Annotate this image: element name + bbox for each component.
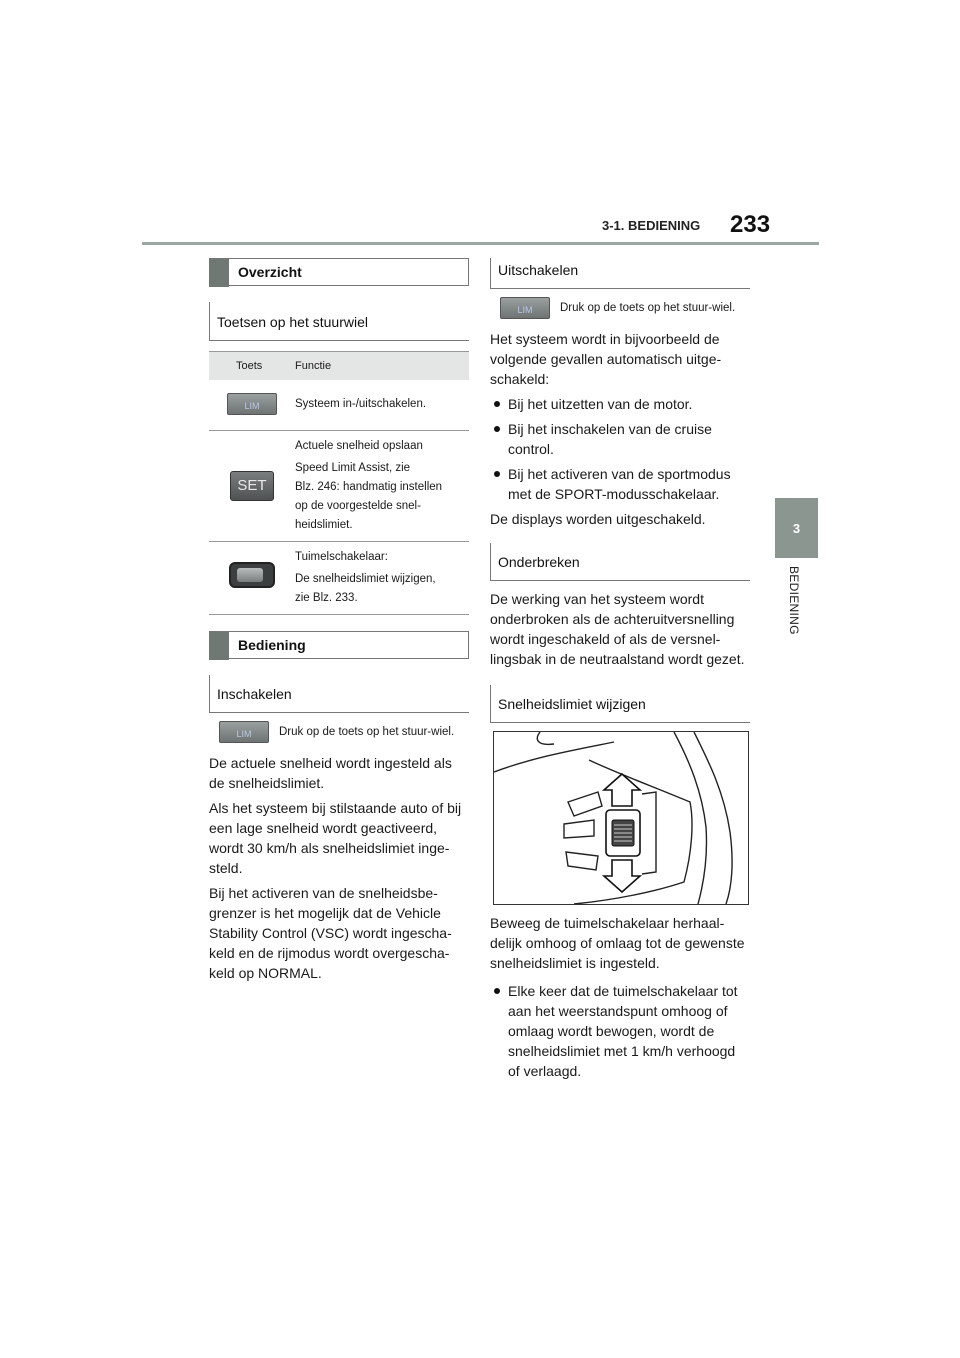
column-header-toets: Toets: [209, 352, 295, 380]
function-text: Tuimelschakelaar:: [295, 551, 388, 563]
function-text: zie Blz. 233.: [295, 592, 358, 604]
paragraph: De displays worden uitgeschakeld.: [490, 511, 706, 527]
function-text: De snelheidslimiet wijzigen,: [295, 573, 436, 585]
list-item: Bij het uitzetten van de motor.: [490, 394, 750, 414]
function-text: Actuele snelheid opslaan: [295, 440, 423, 452]
steering-wheel-illustration: [494, 732, 748, 904]
paragraph: De actuele snelheid wordt ingesteld als de snelheidslimiet.: [209, 755, 452, 791]
subheading-snelheidslimiet-wijzigen: Snelheidslimiet wijzigen: [490, 685, 750, 723]
heading-marker: [209, 632, 229, 660]
page-number: 233: [730, 211, 771, 238]
table-row: [209, 380, 469, 431]
table-row: [209, 431, 469, 542]
subheading-toetsen: Toetsen op het stuurwiel: [209, 302, 469, 341]
chapter-tab: 3: [775, 498, 818, 558]
subheading-onderbreken: Onderbreken: [490, 543, 750, 581]
paragraph: Beweeg de tuimelschakelaar herhaal-delijk omhoog of omlaag tot de gewenste snelheidslimiet is ingesteld.: [490, 915, 745, 971]
paragraph: De werking van het systeem wordt onderbroken als de achteruitversnelling wordt ingeschakeld of als de versnel-lingsbak in de neutraalstand wordt gezet.: [490, 591, 745, 667]
paragraph: Het systeem wordt in bijvoorbeeld de volgende gevallen automatisch uitge-schakeld:: [490, 331, 722, 387]
lim-button-icon: LIM: [219, 721, 269, 743]
button-function-table: [209, 351, 469, 615]
paragraph: Als het systeem bij stilstaande auto of bij een lage snelheid wordt geactiveerd, wordt 30 km/h als snelheidslimiet inge-steld.: [209, 800, 462, 876]
section-heading-overzicht: Overzicht: [209, 258, 469, 286]
function-text: Systeem in-/uitschakelen.: [295, 398, 427, 411]
function-text: Blz. 246: handmatig instellen: [295, 481, 443, 493]
press-instruction-text: Druk op de toets op het stuur-wiel.: [279, 725, 455, 738]
bullet-list: [490, 394, 750, 504]
press-instruction: [209, 721, 469, 743]
subheading-uitschakelen: Uitschakelen: [490, 258, 750, 289]
list-item: Bij het activeren van de sportmodus met de SPORT-modusschakelaar.: [490, 464, 750, 504]
function-text: op de voorgestelde snel-: [295, 500, 421, 512]
section-heading-bediening: Bediening: [209, 631, 469, 659]
paragraph: Bij het activeren van de snelheidsbe-grenzer is het mogelijk dat de Vehicle Stability Control (VSC) wordt ingescha-keld en de rijmodus wordt overgescha-keld op NORMAL.: [209, 885, 452, 981]
list-item: Elke keer dat de tuimelschakelaar tot aan het weerstandspunt omhoog of omlaag wordt bewogen, wordt de snelheidslimiet met 1 km/h verhoogd of verlaagd.: [490, 981, 750, 1081]
list-item: Bij het inschakelen van de cruise control.: [490, 419, 750, 459]
right-column: [490, 258, 750, 1086]
bullet-list: [490, 981, 750, 1081]
left-column: [209, 258, 469, 988]
table-row: [209, 542, 469, 615]
header-rule: [142, 242, 819, 245]
lim-button-icon: LIM: [227, 393, 277, 415]
press-instruction: [490, 297, 750, 319]
function-text: Speed Limit Assist, zie: [295, 462, 411, 474]
lim-button-icon: LIM: [500, 297, 550, 319]
rocker-switch-icon: [229, 562, 275, 588]
column-header-functie: Functie: [295, 352, 469, 380]
header-section-title: 3-1. BEDIENING: [602, 218, 701, 233]
steering-wheel-rocker-illustration: [493, 731, 749, 905]
set-button-icon: SET: [230, 471, 274, 501]
heading-marker: [209, 259, 229, 287]
chapter-side-label: BEDIENING: [787, 566, 801, 635]
press-instruction-text: Druk op de toets op het stuur-wiel.: [560, 301, 736, 314]
function-text: heidslimiet.: [295, 519, 353, 531]
subheading-inschakelen: Inschakelen: [209, 675, 469, 713]
